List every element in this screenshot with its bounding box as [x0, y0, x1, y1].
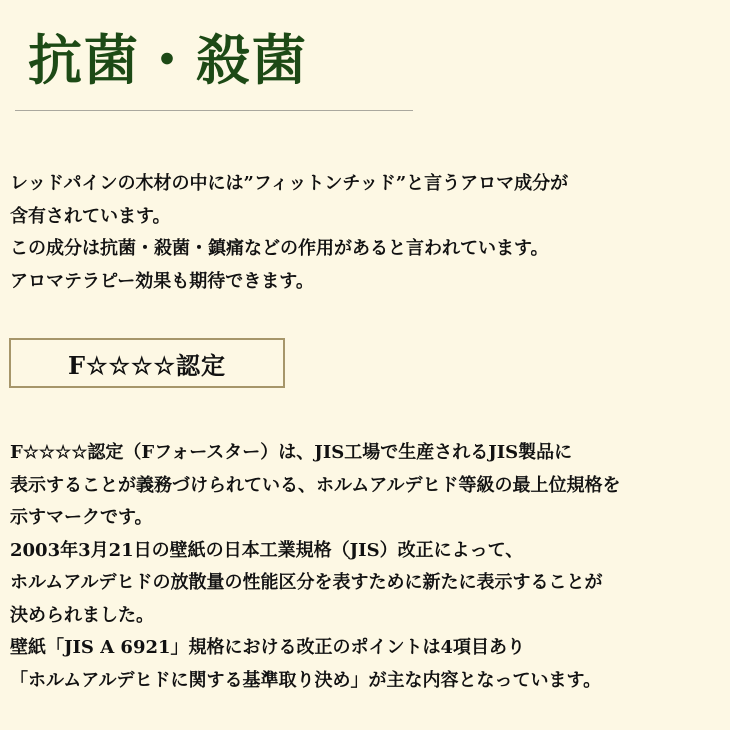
- details-line: 示すマークです。: [10, 507, 153, 528]
- intro-line: レッドパインの木材の中には”フィットンチッド”と言うアロマ成分が: [10, 173, 569, 194]
- intro-line: 含有されています。: [10, 205, 171, 227]
- certification-badge-label: F☆☆☆☆認定: [67, 350, 227, 380]
- page-title: 抗菌・殺菌: [28, 28, 308, 92]
- title-underline: [15, 110, 413, 111]
- intro-line: アロマテラピー効果も期待できます。: [10, 270, 314, 292]
- details-line: 2003年3月21日の壁紙の日本工業規格（JIS）改正によって、: [10, 539, 524, 561]
- details-line: 壁紙「JIS A 6921」規格における改正のポイントは4項目あり: [10, 637, 526, 658]
- details-line: 表示することが義務づけられている、ホルムアルデヒド等級の最上位規格を: [10, 474, 621, 496]
- details-line: ホルムアルデヒドの放散量の性能区分を表すために新たに表示することが: [10, 572, 603, 593]
- details-line: F☆☆☆☆認定（Fフォースター）は、JIS工場で生産されるJIS製品に: [10, 442, 573, 463]
- intro-line: この成分は抗菌・殺菌・鎮痛などの作用があると言われています。: [10, 238, 549, 259]
- details-line: 決められました。: [10, 604, 154, 626]
- details-line: 「ホルムアルデヒドに関する基準取り決め」が主な内容となっています。: [10, 669, 602, 691]
- details-paragraph: [10, 437, 621, 697]
- intro-paragraph: [10, 168, 568, 298]
- certification-badge: [9, 338, 285, 388]
